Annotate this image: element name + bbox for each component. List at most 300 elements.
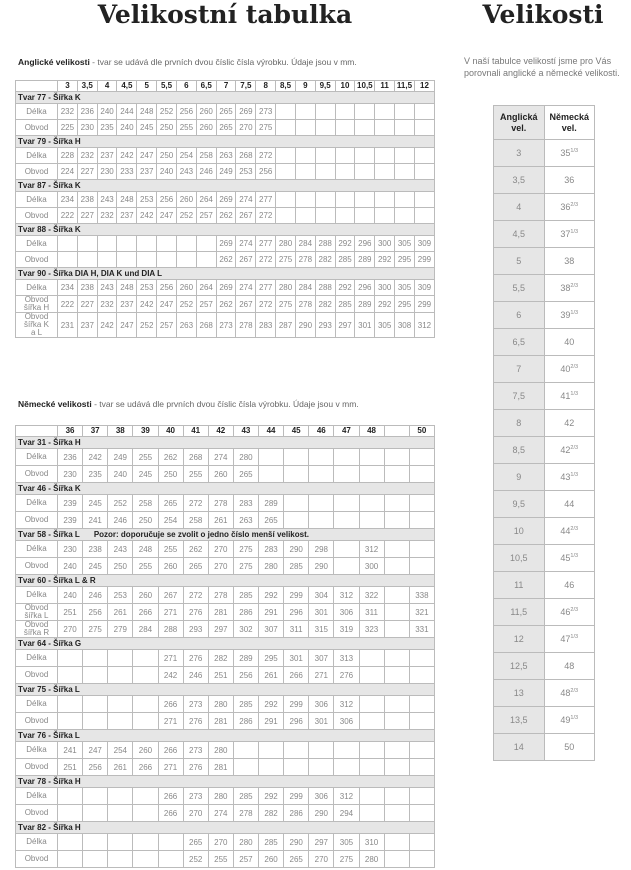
size-comparison-table [493,105,595,761]
table-row [16,604,435,621]
english-size: 5 [494,248,545,275]
measurement-cell [384,541,409,558]
measurement-cell: 245 [133,466,158,483]
size-column-header: 5 [137,81,157,92]
measurement-cell [355,104,375,120]
measurement-cell [133,851,158,868]
measurement-cell: 234 [58,280,78,296]
measurement-cell: 237 [137,164,157,180]
size-column-header: 10 [335,81,355,92]
measurement-cell: 240 [58,558,83,575]
group-row [16,268,435,280]
measurement-cell [83,650,108,667]
measurement-cell: 296 [355,280,375,296]
measurement-cell: 270 [208,558,233,575]
measurement-cell [335,164,355,180]
measurement-cell [375,208,395,224]
table-row [16,650,435,667]
measurement-cell [158,834,183,851]
measurement-cell: 263 [233,512,258,529]
german-size [544,491,595,518]
measurement-cell: 299 [284,788,309,805]
measurement-cell: 243 [108,541,133,558]
german-size-value: 36 [560,202,571,212]
german-size [544,437,595,464]
measurement-cell [334,541,359,558]
measurement-cell [58,834,83,851]
row-label: Obvod [16,252,58,268]
english-size: 12,5 [494,653,545,680]
measurement-cell: 283 [256,313,276,338]
measurement-cell: 255 [183,466,208,483]
group-title: Tvar 58 - Šířka L [18,530,80,539]
measurement-cell [108,805,133,822]
measurement-cell: 286 [233,713,258,730]
measurement-cell: 285 [233,788,258,805]
measurement-cell: 299 [284,696,309,713]
measurement-cell: 265 [284,851,309,868]
side-title: Velikosti [482,0,604,29]
measurement-cell [83,696,108,713]
measurement-cell: 237 [117,208,137,224]
group-header [16,224,435,236]
table-row [16,667,435,684]
measurement-cell: 298 [309,541,334,558]
measurement-cell [414,148,434,164]
table-row [16,541,435,558]
measurement-cell [83,834,108,851]
measurement-cell: 222 [58,208,78,224]
table-row [16,104,435,120]
measurement-cell: 331 [409,621,434,638]
measurement-cell [176,252,196,268]
measurement-cell: 272 [183,587,208,604]
measurement-cell: 249 [108,449,133,466]
measurement-cell: 299 [414,252,434,268]
measurement-cell [309,742,334,759]
german-size-fraction: 2/3 [570,526,579,532]
comparison-row [494,248,595,275]
measurement-cell [359,466,384,483]
measurement-cell: 274 [208,805,233,822]
measurement-cell: 281 [208,759,233,776]
measurement-cell: 305 [395,280,415,296]
measurement-cell: 264 [196,280,216,296]
measurement-cell: 250 [157,148,177,164]
size-column-header: 48 [359,426,384,437]
measurement-cell: 306 [309,788,334,805]
measurement-cell [97,236,117,252]
measurement-cell [384,696,409,713]
measurement-cell [133,788,158,805]
row-label: Obvod šířka R [16,621,58,638]
comparison-row [494,545,595,572]
measurement-cell [409,667,434,684]
group-row [16,136,435,148]
measurement-cell: 266 [158,788,183,805]
measurement-cell: 278 [295,252,315,268]
measurement-cell [83,805,108,822]
german-sizes-table [15,425,435,868]
measurement-cell: 299 [284,587,309,604]
size-column-header: 4 [97,81,117,92]
german-size-value: 47 [560,634,571,644]
measurement-cell [83,667,108,684]
measurement-cell: 250 [133,512,158,529]
german-size [544,572,595,599]
measurement-cell: 257 [196,208,216,224]
measurement-cell: 254 [176,148,196,164]
german-size [544,707,595,734]
measurement-cell: 240 [157,164,177,180]
measurement-cell: 253 [236,164,256,180]
size-column-header: 47 [334,426,359,437]
table-row [16,148,435,164]
measurement-cell: 260 [176,280,196,296]
measurement-cell: 251 [208,667,233,684]
measurement-cell: 252 [183,851,208,868]
english-size: 13,5 [494,707,545,734]
measurement-cell [334,512,359,529]
german-size-value: 41 [560,391,571,401]
table-row [16,164,435,180]
row-label: Délka [16,280,58,296]
measurement-cell: 256 [157,192,177,208]
measurement-cell: 280 [208,742,233,759]
measurement-cell: 312 [334,696,359,713]
measurement-cell [384,788,409,805]
measurement-cell: 276 [183,759,208,776]
measurement-cell [335,148,355,164]
measurement-cell: 290 [309,805,334,822]
measurement-cell: 235 [97,120,117,136]
measurement-cell: 273 [183,742,208,759]
table-row [16,252,435,268]
measurement-cell: 278 [295,296,315,313]
comparison-row [494,626,595,653]
measurement-cell [409,788,434,805]
row-label: Obvod [16,466,58,483]
measurement-cell: 269 [216,280,236,296]
german-size [544,680,595,707]
measurement-cell: 275 [83,621,108,638]
measurement-cell [355,148,375,164]
measurement-cell: 243 [97,280,117,296]
measurement-cell: 250 [158,466,183,483]
german-size-fraction: 2/3 [570,607,579,613]
measurement-cell: 289 [355,296,375,313]
measurement-cell: 281 [208,604,233,621]
measurement-cell [384,449,409,466]
measurement-cell: 242 [83,449,108,466]
comparison-row [494,464,595,491]
group-row [16,92,435,104]
measurement-cell: 267 [236,296,256,313]
measurement-cell: 258 [196,148,216,164]
row-label: Obvod šířka K a L [16,313,58,338]
measurement-cell: 256 [233,667,258,684]
measurement-cell [295,148,315,164]
english-size: 14 [494,734,545,761]
group-row [16,638,435,650]
measurement-cell: 252 [157,104,177,120]
row-label: Délka [16,449,58,466]
measurement-cell [359,650,384,667]
measurement-cell: 253 [108,587,133,604]
german-size-value: 40 [560,364,571,374]
row-label: Délka [16,541,58,558]
size-column-header: 9 [295,81,315,92]
measurement-cell: 266 [133,759,158,776]
measurement-cell [395,164,415,180]
measurement-cell: 311 [359,604,384,621]
measurement-cell: 280 [233,449,258,466]
measurement-cell: 232 [97,296,117,313]
measurement-cell: 258 [133,495,158,512]
measurement-cell: 262 [158,449,183,466]
english-size: 4 [494,194,545,221]
size-column-header: 8,5 [276,81,296,92]
measurement-cell: 224 [58,164,78,180]
english-sizes-description: - tvar se udává dle prvních dvou číslic čísla výrobku. Údaje jsou v mm. [89,57,357,67]
measurement-cell [334,759,359,776]
measurement-cell: 267 [236,252,256,268]
group-title: Tvar 64 - Šířka G [18,639,82,648]
measurement-cell [284,466,309,483]
measurement-cell: 276 [183,713,208,730]
measurement-cell: 284 [295,280,315,296]
measurement-cell [58,667,83,684]
measurement-cell: 256 [176,104,196,120]
german-size-value: 44 [564,499,575,509]
comparison-row [494,653,595,680]
measurement-cell [334,558,359,575]
measurement-cell: 301 [309,713,334,730]
measurement-cell: 280 [259,558,284,575]
measurement-cell [309,495,334,512]
measurement-cell [309,512,334,529]
measurement-cell: 266 [158,805,183,822]
english-size: 10,5 [494,545,545,572]
german-size-fraction: 2/3 [570,688,579,694]
measurement-cell: 258 [183,512,208,529]
measurement-cell: 291 [259,604,284,621]
measurement-cell: 260 [196,104,216,120]
measurement-cell [276,192,296,208]
measurement-cell: 242 [158,667,183,684]
measurement-cell: 239 [58,512,83,529]
measurement-cell: 285 [284,558,309,575]
measurement-cell [108,788,133,805]
measurement-cell: 280 [233,834,258,851]
measurement-cell: 236 [58,449,83,466]
size-column-header: 11,5 [395,81,415,92]
measurement-cell [58,236,78,252]
measurement-cell [334,466,359,483]
measurement-cell: 292 [259,788,284,805]
comparison-row [494,491,595,518]
english-size: 4,5 [494,221,545,248]
measurement-cell [158,851,183,868]
measurement-cell: 242 [137,208,157,224]
measurement-cell: 276 [183,650,208,667]
size-column-header: 8 [256,81,276,92]
table-row [16,192,435,208]
row-label: Obvod šířka L [16,604,58,621]
measurement-cell: 273 [216,313,236,338]
measurement-cell: 241 [58,742,83,759]
group-row [16,437,435,449]
measurement-cell: 292 [259,696,284,713]
measurement-cell: 295 [395,296,415,313]
row-label: Délka [16,236,58,252]
measurement-cell: 234 [58,192,78,208]
comparison-row [494,140,595,167]
measurement-cell: 255 [158,541,183,558]
measurement-cell: 237 [97,148,117,164]
german-sizes-intro [18,399,359,409]
german-size [544,545,595,572]
measurement-cell: 252 [108,495,133,512]
table-row [16,742,435,759]
comparison-row [494,275,595,302]
measurement-cell: 295 [259,650,284,667]
measurement-cell [395,120,415,136]
size-column-header: 46 [309,426,334,437]
measurement-cell [284,495,309,512]
size-column-header: 45 [284,426,309,437]
group-header [16,684,435,696]
measurement-cell [133,650,158,667]
measurement-cell [137,252,157,268]
size-column-header [384,426,409,437]
group-header [16,575,435,587]
measurement-cell: 312 [359,541,384,558]
measurement-cell: 271 [309,667,334,684]
group-title: Tvar 77 - Šířka K [18,93,81,102]
measurement-cell: 305 [375,313,395,338]
measurement-cell [108,650,133,667]
measurement-cell [108,713,133,730]
measurement-cell [133,834,158,851]
measurement-cell: 256 [83,604,108,621]
row-label: Obvod [16,120,58,136]
measurement-cell: 280 [359,851,384,868]
group-header [16,136,435,148]
measurement-cell: 254 [158,512,183,529]
group-note: Pozor: doporučuje se zvolit o jedno číslo menší velikost. [93,530,309,539]
measurement-cell: 290 [284,834,309,851]
measurement-cell: 248 [117,280,137,296]
measurement-cell [259,449,284,466]
measurement-cell [259,466,284,483]
measurement-cell [295,192,315,208]
measurement-cell: 285 [259,834,284,851]
german-size-value: 48 [560,688,571,698]
group-title: Tvar 88 - Šířka K [18,225,81,234]
measurement-cell [384,805,409,822]
german-size-fraction: 1/3 [570,634,579,640]
measurement-cell: 310 [359,834,384,851]
size-column-header: 10,5 [355,81,375,92]
measurement-cell: 278 [236,313,256,338]
measurement-cell [395,148,415,164]
corner-cell [16,81,58,92]
german-size [544,518,595,545]
english-sizes-heading: Anglické velikosti [18,57,90,67]
measurement-cell: 244 [117,104,137,120]
measurement-cell: 250 [157,120,177,136]
measurement-cell [58,713,83,730]
table-row [16,788,435,805]
measurement-cell: 269 [216,192,236,208]
measurement-cell [77,236,97,252]
measurement-cell: 266 [133,604,158,621]
measurement-cell: 307 [259,621,284,638]
group-header [16,776,435,788]
row-label: Obvod [16,208,58,224]
measurement-cell [384,495,409,512]
measurement-cell [58,696,83,713]
measurement-cell: 306 [309,696,334,713]
measurement-cell: 273 [183,696,208,713]
measurement-cell [359,696,384,713]
measurement-cell [284,512,309,529]
measurement-cell: 275 [276,296,296,313]
measurement-cell [295,208,315,224]
measurement-cell: 227 [77,296,97,313]
english-size: 6 [494,302,545,329]
measurement-cell [409,742,434,759]
group-row [16,575,435,587]
table-row [16,120,435,136]
german-size-fraction: 1/3 [570,391,579,397]
measurement-cell: 285 [335,252,355,268]
comparison-row [494,410,595,437]
measurement-cell: 300 [375,280,395,296]
measurement-cell: 249 [216,164,236,180]
measurement-cell: 301 [355,313,375,338]
measurement-cell [335,120,355,136]
measurement-cell: 243 [176,164,196,180]
measurement-cell: 246 [83,587,108,604]
measurement-cell: 261 [208,512,233,529]
measurement-cell: 256 [157,280,177,296]
measurement-cell: 255 [133,449,158,466]
measurement-cell: 263 [216,148,236,164]
measurement-cell [133,667,158,684]
english-size: 11,5 [494,599,545,626]
group-title: Tvar 79 - Šířka H [18,137,81,146]
german-size-value: 38 [560,283,571,293]
measurement-cell: 283 [233,495,258,512]
measurement-cell: 266 [284,667,309,684]
measurement-cell: 232 [97,208,117,224]
measurement-cell [276,120,296,136]
measurement-cell: 311 [284,621,309,638]
measurement-cell [355,192,375,208]
measurement-cell [196,252,216,268]
german-size [544,653,595,680]
german-size [544,248,595,275]
measurement-cell [196,236,216,252]
measurement-cell: 278 [208,587,233,604]
measurement-cell [409,696,434,713]
measurement-cell: 309 [414,280,434,296]
measurement-cell [233,759,258,776]
comparison-row [494,707,595,734]
header-english-size: Anglická vel. [494,106,545,140]
